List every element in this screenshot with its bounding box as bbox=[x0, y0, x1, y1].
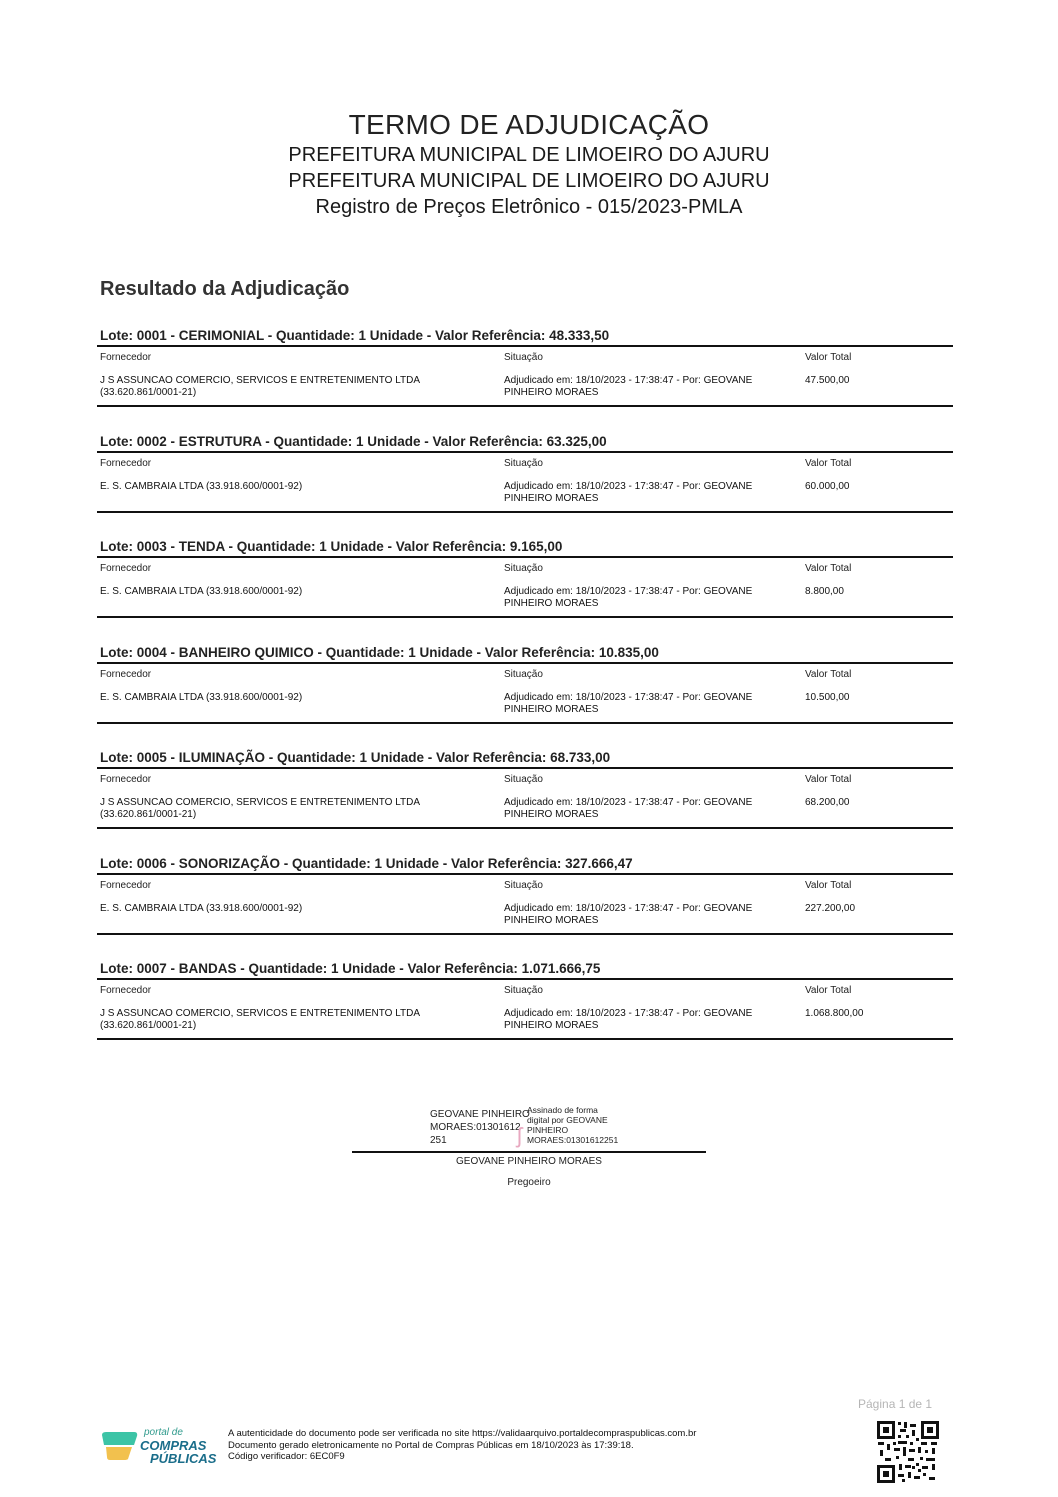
signer-name: GEOVANE PINHEIRO MORAES bbox=[456, 1156, 602, 1167]
signature-block bbox=[352, 1105, 706, 1205]
col-situacao: Situação bbox=[504, 985, 543, 996]
col-situacao: Situação bbox=[504, 668, 543, 680]
col-fornecedor: Fornecedor bbox=[100, 879, 152, 891]
valor-cell: 47.500,00 bbox=[805, 375, 850, 386]
divider bbox=[97, 511, 953, 513]
valor-cell: 1.068.800,00 bbox=[805, 1008, 864, 1019]
valor-cell: 8.800,00 bbox=[805, 586, 844, 597]
table-row bbox=[97, 686, 953, 722]
col-valor: Valor Total bbox=[805, 352, 852, 363]
col-fornecedor: Fornecedor bbox=[100, 668, 152, 680]
col-situacao: Situação bbox=[504, 879, 543, 891]
situacao-cell: Adjudicado em: 18/10/2023 - 17:38:47 - Por: GEOVANE PINHEIRO MORAES bbox=[504, 375, 753, 398]
lote-title: Lote: 0004 - BANHEIRO QUIMICO - Quantidade: 1 Unidade - Valor Referência: 10.835,00 bbox=[100, 644, 659, 660]
lote-block bbox=[97, 433, 953, 539]
col-fornecedor: Fornecedor bbox=[100, 563, 152, 574]
lote-title: Lote: 0001 - CERIMONIAL - Quantidade: 1 Unidade - Valor Referência: 48.333,50 bbox=[100, 328, 610, 343]
valor-cell: 227.200,00 bbox=[805, 902, 856, 914]
fornecedor-cell: E. S. CAMBRAIA LTDA (33.918.600/0001-92) bbox=[100, 586, 303, 597]
situacao-cell: Adjudicado em: 18/10/2023 - 17:38:47 - Por: GEOVANE PINHEIRO MORAES bbox=[504, 902, 753, 926]
section-title: Resultado da Adjudicação bbox=[100, 278, 350, 300]
col-valor: Valor Total bbox=[805, 457, 852, 469]
col-valor: Valor Total bbox=[805, 563, 852, 574]
document-title: TERMO DE ADJUDICAÇÃO bbox=[348, 109, 710, 140]
fornecedor-cell: E. S. CAMBRAIA LTDA (33.918.600/0001-92) bbox=[100, 902, 303, 914]
situacao-cell: Adjudicado em: 18/10/2023 - 17:38:47 - Por: GEOVANE PINHEIRO MORAES bbox=[504, 691, 753, 715]
divider bbox=[97, 616, 953, 618]
table-header bbox=[97, 347, 953, 369]
qr-code-icon bbox=[876, 1420, 940, 1484]
table-row bbox=[97, 1002, 953, 1038]
col-fornecedor: Fornecedor bbox=[100, 774, 152, 785]
divider bbox=[97, 1038, 953, 1040]
col-fornecedor: Fornecedor bbox=[100, 457, 152, 469]
col-situacao: Situação bbox=[504, 774, 543, 785]
table-header bbox=[97, 664, 953, 686]
divider bbox=[97, 933, 953, 935]
table-header bbox=[97, 769, 953, 791]
lote-title: Lote: 0005 - ILUMINAÇÃO - Quantidade: 1 Unidade - Valor Referência: 68.733,00 bbox=[100, 750, 611, 765]
logo-text-portal: portal de bbox=[144, 1427, 183, 1438]
col-valor: Valor Total bbox=[805, 668, 852, 680]
fornecedor-cell: J S ASSUNCAO COMERCIO, SERVICOS E ENTRETENIMENTO LTDA (33.620.861/0001-21) bbox=[100, 797, 421, 820]
table-header bbox=[97, 875, 953, 897]
portal-logo bbox=[100, 1427, 220, 1467]
lotes-list bbox=[97, 327, 953, 1066]
col-valor: Valor Total bbox=[805, 774, 852, 785]
col-fornecedor: Fornecedor bbox=[100, 985, 152, 996]
lote-title: Lote: 0007 - BANDAS - Quantidade: 1 Unidade - Valor Referência: 1.071.666,75 bbox=[100, 961, 601, 976]
signer-id: GEOVANE PINHEIRO MORAES:01301612 251 bbox=[430, 1109, 530, 1146]
table-header bbox=[97, 980, 953, 1002]
fornecedor-cell: J S ASSUNCAO COMERCIO, SERVICOS E ENTRETENIMENTO LTDA (33.620.861/0001-21) bbox=[100, 375, 421, 398]
situacao-cell: Adjudicado em: 18/10/2023 - 17:38:47 - Por: GEOVANE PINHEIRO MORAES bbox=[504, 1008, 753, 1031]
footer-line-1: A autenticidade do documento pode ser verificada no site https://validaarquivo.portaldecompraspublicas.com.br bbox=[228, 1428, 697, 1439]
table-row bbox=[97, 897, 953, 933]
col-situacao: Situação bbox=[504, 563, 543, 574]
entity-name-2: PREFEITURA MUNICIPAL DE LIMOEIRO DO AJURU bbox=[288, 170, 770, 192]
table-row bbox=[97, 369, 953, 405]
valor-cell: 60.000,00 bbox=[805, 480, 850, 492]
col-valor: Valor Total bbox=[805, 985, 852, 996]
divider bbox=[97, 722, 953, 724]
entity-name-1: PREFEITURA MUNICIPAL DE LIMOEIRO DO AJURU bbox=[288, 144, 770, 166]
document-header bbox=[0, 108, 1058, 220]
table-row bbox=[97, 791, 953, 827]
lote-title: Lote: 0006 - SONORIZAÇÃO - Quantidade: 1 Unidade - Valor Referência: 327.666,47 bbox=[100, 855, 633, 871]
table-header bbox=[97, 558, 953, 580]
logo-text-publicas: PÚBLICAS bbox=[150, 1451, 217, 1466]
table-row bbox=[97, 580, 953, 616]
divider bbox=[97, 405, 953, 407]
valor-cell: 10.500,00 bbox=[805, 691, 850, 703]
lote-block bbox=[97, 538, 953, 644]
valor-cell: 68.200,00 bbox=[805, 797, 850, 808]
lote-block bbox=[97, 644, 953, 750]
lote-title: Lote: 0002 - ESTRUTURA - Quantidade: 1 Unidade - Valor Referência: 63.325,00 bbox=[100, 433, 607, 449]
footer-authenticity bbox=[228, 1428, 696, 1463]
lote-title: Lote: 0003 - TENDA - Quantidade: 1 Unidade - Valor Referência: 9.165,00 bbox=[100, 539, 563, 554]
signer-role: Pregoeiro bbox=[507, 1177, 551, 1188]
lote-block bbox=[97, 749, 953, 855]
signature-mark-icon: ʃ bbox=[517, 1123, 522, 1148]
lote-block bbox=[97, 327, 953, 433]
fornecedor-cell: E. S. CAMBRAIA LTDA (33.918.600/0001-92) bbox=[100, 480, 303, 492]
divider bbox=[97, 827, 953, 829]
signature-line bbox=[352, 1151, 706, 1153]
fornecedor-cell: E. S. CAMBRAIA LTDA (33.918.600/0001-92) bbox=[100, 691, 303, 703]
digital-signature-note: Assinado de forma digital por GEOVANE PINHEIRO MORAES:01301612251 bbox=[527, 1105, 619, 1145]
lote-block bbox=[97, 960, 953, 1066]
table-row bbox=[97, 475, 953, 511]
logo-text-compras: COMPRAS bbox=[140, 1438, 207, 1453]
lote-block bbox=[97, 855, 953, 961]
table-header bbox=[97, 453, 953, 475]
col-fornecedor: Fornecedor bbox=[100, 352, 152, 363]
situacao-cell: Adjudicado em: 18/10/2023 - 17:38:47 - Por: GEOVANE PINHEIRO MORAES bbox=[504, 586, 753, 609]
footer-line-3: Código verificador: 6EC0F9 bbox=[228, 1451, 345, 1462]
portal-logo-icon bbox=[100, 1431, 140, 1461]
process-name: Registro de Preços Eletrônico - 015/2023-PMLA bbox=[315, 196, 743, 218]
footer-line-2: Documento gerado eletronicamente no Portal de Compras Públicas em 18/10/2023 às 17:39:18. bbox=[228, 1439, 634, 1451]
col-situacao: Situação bbox=[504, 352, 543, 363]
col-valor: Valor Total bbox=[805, 879, 852, 891]
col-situacao: Situação bbox=[504, 457, 543, 469]
fornecedor-cell: J S ASSUNCAO COMERCIO, SERVICOS E ENTRETENIMENTO LTDA (33.620.861/0001-21) bbox=[100, 1008, 421, 1031]
page-number: Página 1 de 1 bbox=[858, 1397, 933, 1411]
situacao-cell: Adjudicado em: 18/10/2023 - 17:38:47 - Por: GEOVANE PINHEIRO MORAES bbox=[504, 797, 753, 820]
situacao-cell: Adjudicado em: 18/10/2023 - 17:38:47 - Por: GEOVANE PINHEIRO MORAES bbox=[504, 480, 753, 504]
